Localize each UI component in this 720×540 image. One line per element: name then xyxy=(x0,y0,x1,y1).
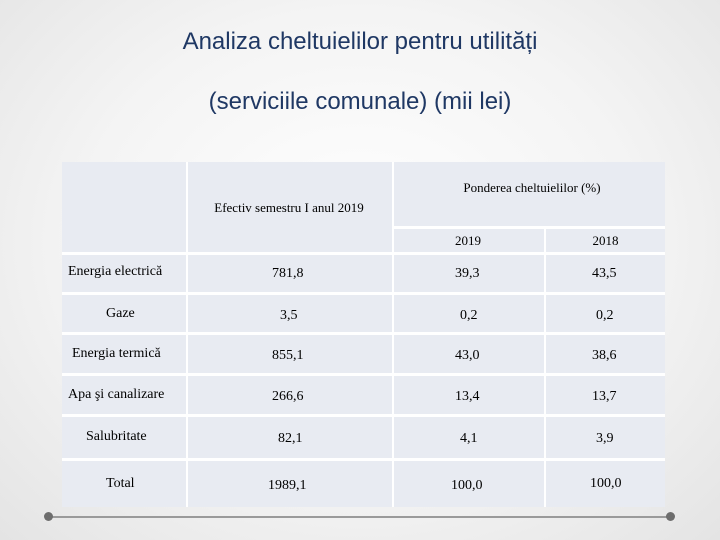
row-p2019-apa-canalizare: 13,4 xyxy=(455,389,480,404)
row-divider-header xyxy=(62,252,665,255)
header-year-2019: 2019 xyxy=(455,233,481,248)
row-efectiv-apa-canalizare: 266,6 xyxy=(272,389,304,404)
row-p2018-energia-termica: 38,6 xyxy=(592,348,617,363)
header-efectiv: Efectiv semestru I anul 2019 xyxy=(214,200,364,215)
row-p2019-gaze: 0,2 xyxy=(460,308,478,323)
row-p2018-salubritate: 3,9 xyxy=(596,431,614,446)
row-label-energia-termica: Energia termică xyxy=(72,346,161,361)
expenses-table xyxy=(62,162,665,507)
row-p2018-energia-electrica: 43,5 xyxy=(592,266,617,281)
row-p2018-gaze: 0,2 xyxy=(596,308,614,323)
row-efectiv-energia-termica: 855,1 xyxy=(272,348,304,363)
row-p2019-energia-termica: 43,0 xyxy=(455,348,480,363)
row-divider-2 xyxy=(62,332,665,335)
row-divider-5 xyxy=(62,458,665,461)
left-bullet-icon xyxy=(44,512,53,521)
right-bullet-icon xyxy=(666,512,675,521)
row-efectiv-energia-electrica: 781,8 xyxy=(272,266,304,281)
row-p2019-energia-electrica: 39,3 xyxy=(455,266,480,281)
row-label-salubritate: Salubritate xyxy=(86,429,147,444)
footer-divider-line xyxy=(50,516,670,518)
row-label-total: Total xyxy=(106,476,135,491)
header-ponderea: Ponderea cheltuielilor (%) xyxy=(463,180,601,195)
row-divider-year xyxy=(392,226,665,229)
row-efectiv-gaze: 3,5 xyxy=(280,308,298,323)
row-divider-4 xyxy=(62,414,665,417)
row-divider-1 xyxy=(62,292,665,295)
header-year-2018: 2018 xyxy=(592,233,619,248)
title-line-2: (serviciile comunale) (mii lei) xyxy=(208,88,512,115)
row-p2018-total: 100,0 xyxy=(590,476,622,491)
row-p2019-salubritate: 4,1 xyxy=(460,431,478,446)
title-line-1: Analiza cheltuielilor pentru utilități xyxy=(182,28,538,55)
row-efectiv-salubritate: 82,1 xyxy=(278,431,303,446)
row-efectiv-total: 1989,1 xyxy=(268,478,307,493)
row-label-energia-electrica: Energia electrică xyxy=(68,264,163,279)
col-divider-3 xyxy=(544,228,546,507)
row-p2019-total: 100,0 xyxy=(451,478,483,493)
row-label-gaze: Gaze xyxy=(106,306,135,321)
row-divider-3 xyxy=(62,373,665,376)
row-p2018-apa-canalizare: 13,7 xyxy=(592,389,617,404)
row-label-apa-canalizare: Apa şi canalizare xyxy=(68,387,165,402)
